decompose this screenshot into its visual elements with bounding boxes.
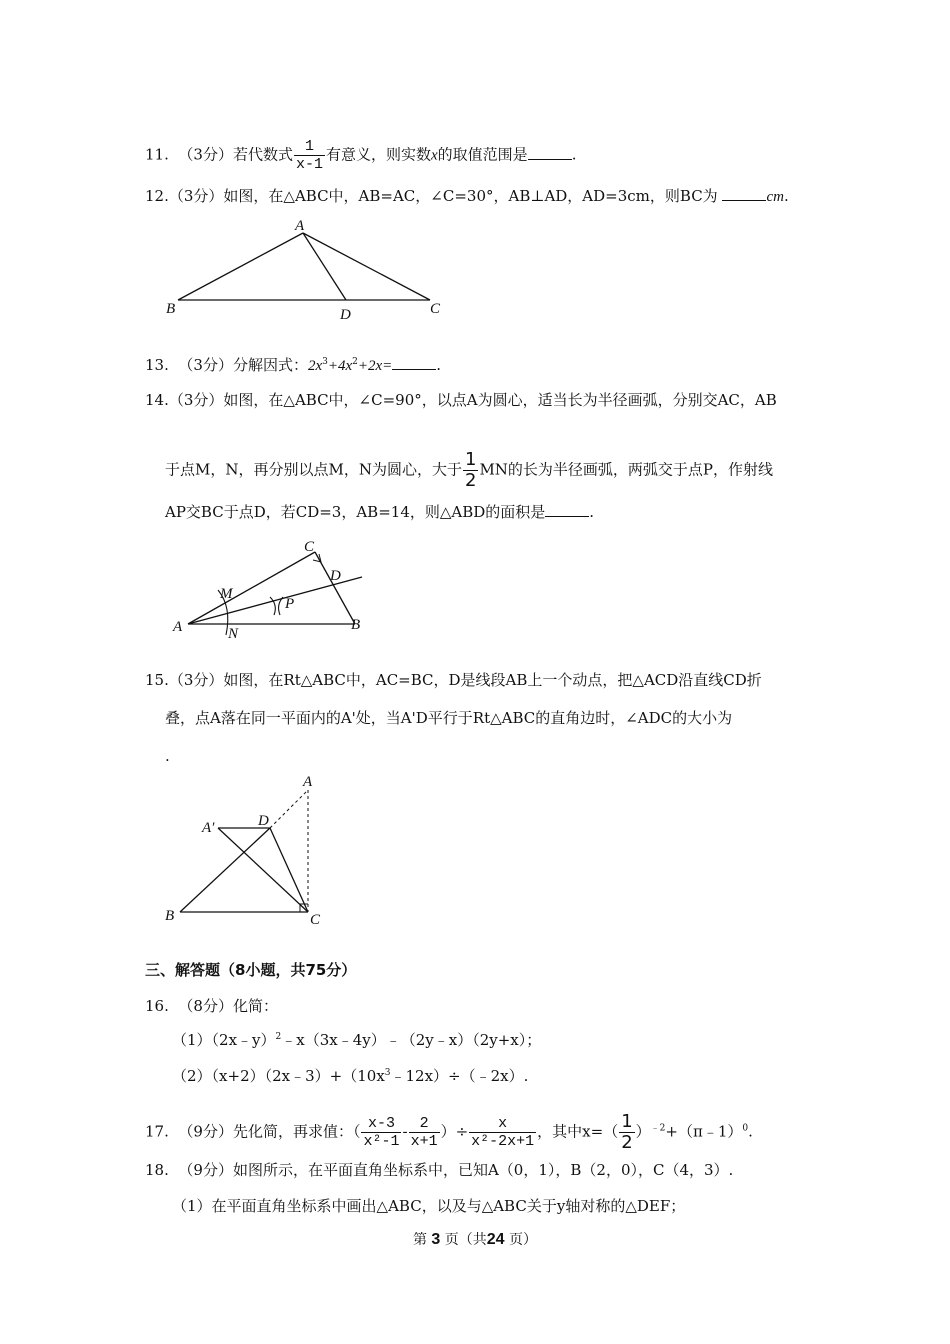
answer-blank [545, 502, 589, 517]
question-15-line-1: 15.（3分）如图，在Rt△ABC中，AC=BC，D是线段AB上一个动点，把△ACD沿直线CD折 [145, 671, 762, 689]
label-a: A [173, 619, 183, 635]
question-14-line-3: AP交BC于点D，若CD=3，AB=14，则△ABD的面积是 . [165, 503, 595, 521]
label-d: D [258, 813, 269, 829]
fraction-half: $\frac{1}{2}$ [621, 1111, 633, 1153]
page-footer: 第 3 页（共24 页） [412, 1231, 538, 1248]
fraction-3: $\frac{x}{\text{x²-2x+1}}$ [471, 1115, 535, 1150]
fraction-1: $\frac{x-3}{\text{x²-1}}$ [363, 1115, 400, 1150]
figure-q12-triangle [160, 215, 460, 325]
question-15-line-3: . [165, 747, 170, 765]
question-18-part-1: （1）在平面直角坐标系中画出△ABC，以及与△ABC关于y轴对称的△DEF； [172, 1197, 686, 1215]
question-13: 13. （3分）分解因式：$2x^3+4x^2+2x=$ . [145, 356, 442, 374]
question-18: 18. （9分）如图所示，在平面直角坐标系中，已知A（0，1），B（2，0），C（4，3）. [145, 1161, 734, 1179]
question-11: 11. （3分）若代数式 $\frac{1}{x-1}$ 有意义，则实数x的取值范围是 . [145, 138, 577, 173]
label-b: B [166, 301, 176, 317]
label-a: A [295, 218, 305, 234]
question-16: 16. （8分）化简： [145, 997, 278, 1015]
question-12: 12.（3分）如图，在△ABC中，AB=AC，∠C=30°，AB⊥AD，AD=3cm，则BC为 cm. [145, 187, 789, 205]
answer-blank [722, 186, 766, 201]
figure-q14-bisector [170, 535, 390, 645]
label-a: A [303, 774, 313, 790]
figure-q15-fold [160, 770, 340, 930]
label-n: N [228, 626, 239, 642]
question-16-part-2: $(2)(x+2)(2x﹣3)+(10x^3﹣12x)\div(﹣2x)$. [172, 1067, 529, 1085]
label-m: M [220, 586, 233, 602]
label-a-prime: A′ [202, 820, 215, 836]
fraction-2: $\frac{2}{x+1}$ [410, 1115, 438, 1150]
label-d: D [330, 568, 341, 584]
label-b: B [165, 908, 175, 924]
fraction-half: $\frac{1}{2}$ [464, 449, 477, 491]
answer-blank [392, 355, 436, 370]
question-14-line-1: 14.（3分）如图，在△ABC中，∠C=90°，以点A为圆心，适当长为半径画弧，分别交AC，AB [145, 391, 777, 409]
label-d: D [340, 307, 351, 323]
section-heading: 三、解答题（8小题，共75分） [145, 961, 357, 979]
label-c: C [304, 539, 315, 555]
label-c: C [430, 301, 441, 317]
label-p: P [285, 596, 295, 612]
label-b: B [351, 617, 361, 633]
fraction: $\frac{1}{x-1}$ [295, 138, 323, 173]
answer-blank [528, 145, 572, 160]
label-c: C [310, 912, 321, 928]
question-14-line-2: 于点M，N，再分别以点M，N为圆心，大于 $\frac{1}{2}$ MN的长为半径画弧，两弧交于点P，作射线 [165, 449, 774, 491]
question-16-part-1: （1）（2x﹣y）$^2$﹣x（3x﹣4y）﹣（2y﹣x）（2y+x）； [172, 1031, 542, 1049]
question-15-line-2: 叠，点A落在同一平面内的A'处，当A'D平行于Rt△ABC的直角边时，∠ADC的大小为 [165, 709, 733, 727]
question-17: 17. （9分）先化简，再求值：（ $\frac{x-3}{\text{x²-1}}$ - $\frac{2}{x+1}$ ）÷ $\frac{x}{\text{x²-2x+1}}$ ，其中x=（ $\frac{1}{2}$ ）$^{﹣2}$+（π﹣1）$^0$. [145, 1111, 753, 1153]
